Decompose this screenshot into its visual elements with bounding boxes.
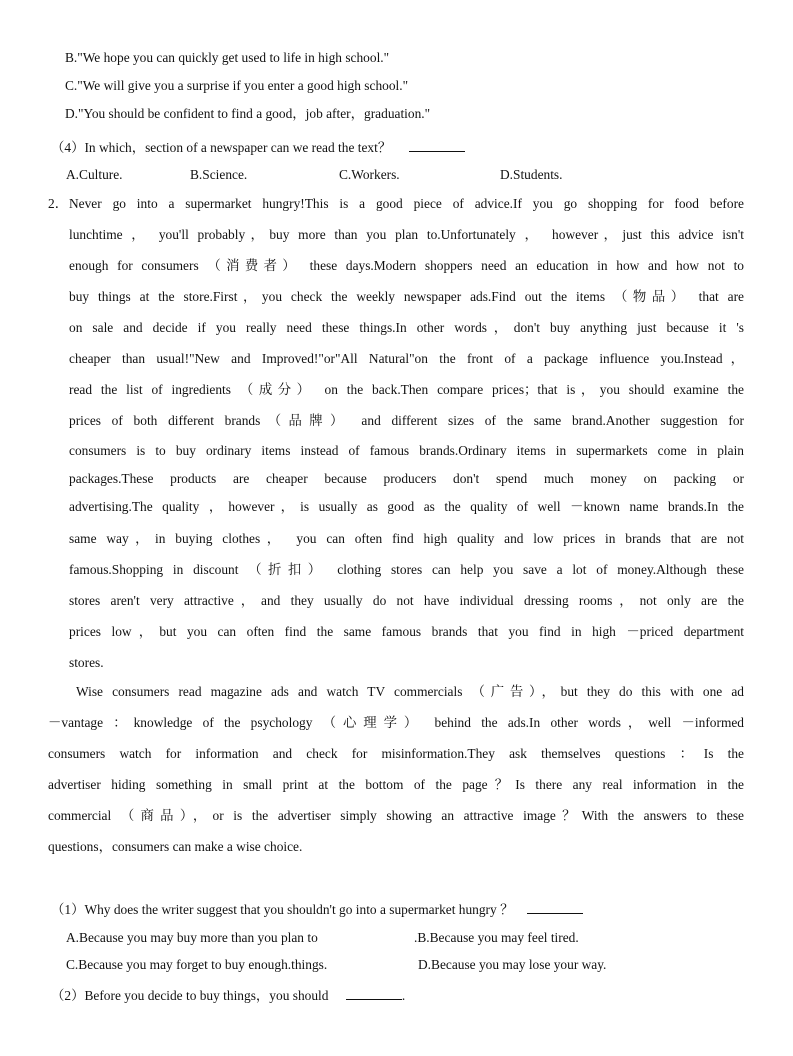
passage-number: 2． xyxy=(48,196,69,211)
option-c: C."We will give you a surprise if you enter a good high school." xyxy=(65,78,409,93)
question-2-text: （2）Before you decide to buy things，you should xyxy=(51,988,329,1003)
option-b: B."We hope you can quickly get used to life in high school." xyxy=(65,50,390,65)
option-d: D."You should be confident to find a good，job after，graduation." xyxy=(65,106,431,121)
passage-line: stores aren't very attractive，and they usually do not have individual dressing rooms，not only are the xyxy=(69,593,744,608)
question-1-option-a: A.Because you may buy more than you plan to xyxy=(66,930,318,945)
passage-line: on sale and decide if you really need these things.In other words，don't buy anything just because it 's xyxy=(69,320,744,335)
paragraph-2-line: －vantage ：knowledge of the psychology （心理学） behind the ads.In other words，well －informed xyxy=(48,715,744,730)
passage-line: famous.Shopping in discount （折扣） clothing stores can help you save a lot of money.Although these xyxy=(69,562,744,577)
answer-blank xyxy=(409,137,465,152)
paragraph-2-line: commercial （商品），or is the advertiser simply showing an attractive image？With the answers to these xyxy=(48,808,744,823)
question-4-option-d: D.Students. xyxy=(500,167,563,182)
passage-line: consumers is to buy ordinary items instead of famous brands.Ordinary items in supermarkets come in plain xyxy=(69,443,744,458)
passage-line: Never go into a supermarket hungry!This is a good piece of advice.If you go shopping for food before xyxy=(69,196,744,211)
passage-last-line: stores. xyxy=(69,655,104,670)
passage-line: lunchtime ， you'll probably，buy more than you plan to.Unfortunately ， however，just this advice isn't xyxy=(69,227,744,242)
paragraph-2-line: advertiser hiding something in small print at the bottom of the page？Is there any real information in the xyxy=(48,777,744,792)
passage-line: prices low，but you can often find the same famous brands that you find in high －priced department xyxy=(69,624,744,639)
question-2-end: . xyxy=(401,988,406,1003)
question-2-stem xyxy=(51,985,405,1005)
passage-line: enough for consumers （消费者） these days.Modern shoppers need an education in how and how not to xyxy=(69,258,744,273)
paragraph-2-line: consumers watch for information and check for misinformation.They ask themselves questions ：Is the xyxy=(48,746,744,761)
question-1-option-d: D.Because you may lose your way. xyxy=(418,957,607,972)
question-4-text: （4）In which，section of a newspaper can we read the text？ xyxy=(51,140,392,155)
answer-blank xyxy=(527,899,583,914)
question-4-option-c: C.Workers. xyxy=(339,167,400,182)
passage-line: cheaper than usual!"New and Improved!"or"All Natural"on the front of a package influence you.Instead， xyxy=(69,351,744,366)
question-4-option-a: A.Culture. xyxy=(66,167,123,182)
passage-line: read the list of ingredients （成分） on the back.Then compare prices；that is，you should examine the xyxy=(69,382,744,397)
passage-line: buy things at the store.First，you check the weekly newspaper ads.Find out the items （物品） that are xyxy=(69,289,744,304)
question-1-stem xyxy=(51,899,583,919)
passage-line: packages.These products are cheaper because producers don't spend much money on packing or xyxy=(69,471,744,486)
question-1-option-b: .B.Because you may feel tired. xyxy=(414,930,579,945)
passage-line: advertising.The quality ，however，is usually as good as the quality of well －known name brands.In the xyxy=(69,499,744,514)
passage-line: prices of both different brands（品牌） and different sizes of the same brand.Another suggestion for xyxy=(69,413,744,428)
paragraph-2-line: questions，consumers can make a wise choice. xyxy=(48,839,303,854)
answer-blank xyxy=(346,985,402,1000)
question-1-text: （1）Why does the writer suggest that you shouldn't go into a supermarket hungry ？ xyxy=(51,902,514,917)
question-1-option-c: C.Because you may forget to buy enough.things. xyxy=(66,957,328,972)
question-4-option-b: B.Science. xyxy=(190,167,248,182)
paragraph-2-line: Wise consumers read magazine ads and watch TV commercials （广告），but they do this with one ad xyxy=(76,684,744,699)
question-4-stem xyxy=(51,137,465,157)
passage-line: same way，in buying clothes， you can often find high quality and low prices in brands that are not xyxy=(69,531,744,546)
